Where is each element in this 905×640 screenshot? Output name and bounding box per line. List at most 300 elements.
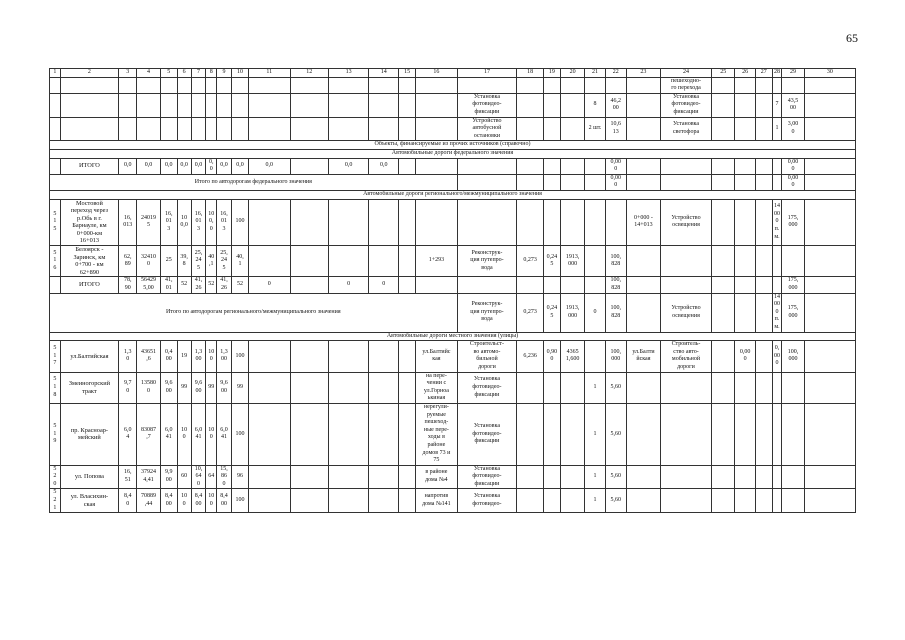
header-cell: 17 (457, 69, 517, 78)
header-cell: 9 (217, 69, 232, 78)
header-cell: 25 (712, 69, 735, 78)
table-cell: 2 шт. (585, 117, 605, 141)
table-cell (517, 489, 544, 513)
table-cell (782, 403, 804, 465)
table-cell (517, 372, 544, 403)
table-cell (626, 489, 660, 513)
table-row (50, 174, 856, 190)
table-cell: 0,90 0 (543, 341, 560, 372)
header-cell: 24 (660, 69, 711, 78)
table-cell (804, 246, 855, 277)
table-cell (735, 372, 755, 403)
table-cell (290, 277, 328, 293)
table-cell: 100, 000 (605, 341, 626, 372)
table-cell (119, 117, 137, 141)
table-cell: 70889 ,44 (137, 489, 160, 513)
header-cell: 6 (177, 69, 191, 78)
table-cell: Установка фотовидео- фиксации (660, 93, 711, 117)
header-row (50, 69, 856, 78)
table-cell: 1913, 000 (560, 293, 584, 332)
table-cell (328, 372, 368, 403)
table-cell (560, 403, 584, 465)
table-cell: 0,24 5 (543, 246, 560, 277)
table-row (50, 77, 856, 93)
table-cell (517, 93, 544, 117)
table-cell: 46,2 00 (605, 93, 626, 117)
table-cell (626, 372, 660, 403)
table-cell: 1 (585, 489, 605, 513)
table-cell: Установка фотовидео- фиксации (457, 403, 517, 465)
table-cell: 6,0 41 (160, 403, 177, 465)
table-cell: 5 1 7 (50, 341, 61, 372)
table-cell (712, 158, 735, 174)
table-cell (231, 77, 248, 93)
table-cell (560, 174, 584, 190)
table-cell (328, 199, 368, 246)
table-cell (249, 489, 291, 513)
table-cell: 40 ,1 (206, 246, 217, 277)
table-cell: Реконструк- ция путепро- вода (457, 246, 517, 277)
table-cell (712, 372, 735, 403)
table-cell (217, 117, 232, 141)
table-cell (804, 277, 855, 293)
header-cell: 1 (50, 69, 61, 78)
table-cell (755, 341, 772, 372)
table-cell: 0,00 0 (605, 174, 626, 190)
table-cell (290, 465, 328, 489)
table-cell: 1,3 00 (191, 341, 206, 372)
table-cell: ул. Власихин- ская (60, 489, 119, 513)
table-cell: 100 (231, 489, 248, 513)
table-cell (328, 403, 368, 465)
table-cell: 13580 0 (137, 372, 160, 403)
table-row (50, 199, 856, 246)
table-cell: 43,5 00 (782, 93, 804, 117)
table-cell: ул. Попова (60, 465, 119, 489)
table-cell (560, 199, 584, 246)
header-cell: 23 (626, 69, 660, 78)
table-cell (290, 341, 328, 372)
table-cell: 0, 00 0 (772, 341, 782, 372)
header-cell: 19 (543, 69, 560, 78)
table-cell (290, 93, 328, 117)
table-cell (543, 403, 560, 465)
table-cell (782, 246, 804, 277)
table-cell (772, 489, 782, 513)
header-cell: 30 (804, 69, 855, 78)
table-cell: 1+293 (416, 246, 458, 277)
table-cell (328, 341, 368, 372)
table-cell: 62, 89 (119, 246, 137, 277)
table-cell (399, 117, 416, 141)
table-cell: 10, 64 0 (191, 465, 206, 489)
table-cell (626, 246, 660, 277)
table-cell: 8 (585, 93, 605, 117)
table-cell (755, 199, 772, 246)
table-cell: 5 2 1 (50, 489, 61, 513)
table-cell (249, 199, 291, 246)
table-cell (585, 246, 605, 277)
table-cell: Змеиногорский тракт (60, 372, 119, 403)
table-cell (369, 246, 399, 277)
table-cell (804, 341, 855, 372)
table-cell: 9,6 00 (191, 372, 206, 403)
table-cell: 41, 01 (160, 277, 177, 293)
table-cell (369, 93, 399, 117)
table-cell: 6,0 41 (191, 403, 206, 465)
table-cell: 10 0 (206, 489, 217, 513)
table-cell (772, 403, 782, 465)
table-cell (712, 199, 735, 246)
header-cell: 15 (399, 69, 416, 78)
table-cell (712, 465, 735, 489)
table-cell (517, 117, 544, 141)
table-cell (660, 489, 711, 513)
table-cell (772, 77, 782, 93)
header-cell: 3 (119, 69, 137, 78)
table-cell (735, 293, 755, 332)
table-cell (369, 77, 399, 93)
table-cell: 96 (231, 465, 248, 489)
table-cell: 0,00 0 (782, 174, 804, 190)
table-cell: 0,0 (217, 158, 232, 174)
table-cell (177, 93, 191, 117)
table-cell (543, 489, 560, 513)
table-cell (119, 77, 137, 93)
table-cell (416, 277, 458, 293)
table-cell: Реконструк- ция путепро- вода (457, 293, 517, 332)
table-cell (626, 174, 660, 190)
table-cell: 8,4 00 (160, 489, 177, 513)
table-cell (755, 403, 772, 465)
table-cell: Белоярск - Заринск, км 0+700 - км 62+890 (60, 246, 119, 277)
table-cell (712, 77, 735, 93)
table-cell (660, 174, 711, 190)
table-cell (712, 293, 735, 332)
table-cell: пешеходно- го перехода (660, 77, 711, 93)
table-cell: 175, 000 (782, 277, 804, 293)
table-cell (177, 77, 191, 93)
table-cell (755, 372, 772, 403)
table-cell (735, 117, 755, 141)
table-cell: 0,24 5 (543, 293, 560, 332)
table-cell: 100, 828 (605, 246, 626, 277)
table-cell (231, 117, 248, 141)
table-cell (160, 77, 177, 93)
table-row (50, 93, 856, 117)
table-cell (399, 93, 416, 117)
table-cell (50, 77, 61, 93)
table-cell (712, 277, 735, 293)
summary-label: Итого по автодорогам федерального значения (50, 174, 458, 190)
header-cell: 12 (290, 69, 328, 78)
table-cell (543, 372, 560, 403)
table-cell (517, 77, 544, 93)
header-cell: 22 (605, 69, 626, 78)
table-cell (626, 403, 660, 465)
table-cell (50, 277, 61, 293)
table-cell (517, 277, 544, 293)
table-cell: 5 1 9 (50, 403, 61, 465)
table-cell (712, 489, 735, 513)
table-cell: 24019 5 (137, 199, 160, 246)
table-row (50, 277, 856, 293)
table-cell (772, 372, 782, 403)
table-cell: 4365 1,600 (560, 341, 584, 372)
header-cell: 2 (60, 69, 119, 78)
table-cell (217, 77, 232, 93)
table-cell (755, 93, 772, 117)
table-row (50, 246, 856, 277)
table-cell: 52 (231, 277, 248, 293)
table-cell: 100, 000 (782, 341, 804, 372)
table-cell (517, 465, 544, 489)
table-cell (416, 199, 458, 246)
table-cell (457, 158, 517, 174)
table-cell: 0,0 (231, 158, 248, 174)
table-row (50, 149, 856, 158)
table-cell: 10 0 (177, 489, 191, 513)
table-cell: 19 (177, 341, 191, 372)
table-row (50, 190, 856, 199)
table-cell (543, 277, 560, 293)
table-cell (585, 341, 605, 372)
table-cell (328, 77, 368, 93)
table-cell: 8,4 00 (191, 489, 206, 513)
table-cell (804, 199, 855, 246)
table-row (50, 332, 856, 341)
table-cell (804, 77, 855, 93)
table-cell (626, 93, 660, 117)
table-cell (206, 117, 217, 141)
table-cell (369, 465, 399, 489)
table-cell: 25, 24 5 (191, 246, 206, 277)
table-cell (399, 277, 416, 293)
table-cell (399, 158, 416, 174)
table-cell: 0,0 (369, 158, 399, 174)
table-cell: 0,00 0 (735, 341, 755, 372)
table-cell: 0,0 (119, 158, 137, 174)
table-cell: 100 (231, 341, 248, 372)
table-cell: ИТОГО (60, 277, 119, 293)
table-cell (290, 158, 328, 174)
table-cell (626, 77, 660, 93)
table-cell (560, 465, 584, 489)
table-cell (755, 465, 772, 489)
table-cell: 14 00 0 п. м. (772, 199, 782, 246)
table-cell (369, 403, 399, 465)
table-cell (560, 372, 584, 403)
table-cell (782, 465, 804, 489)
table-cell: 5 1 8 (50, 372, 61, 403)
table-cell: 9,9 00 (160, 465, 177, 489)
table-cell: Установка фотовидео- фиксации (457, 372, 517, 403)
table-cell: 32410 0 (137, 246, 160, 277)
table-cell (160, 93, 177, 117)
table-cell (328, 117, 368, 141)
table-cell (626, 158, 660, 174)
table-cell: 10 0,0 (177, 199, 191, 246)
table-cell (399, 199, 416, 246)
table-cell (249, 246, 291, 277)
table-cell: ИТОГО (60, 158, 119, 174)
table-cell (560, 277, 584, 293)
table-cell (369, 489, 399, 513)
table-cell: 10 0 (206, 403, 217, 465)
table-cell (804, 489, 855, 513)
table-cell (543, 117, 560, 141)
table-cell (399, 489, 416, 513)
table-cell: 1 (585, 465, 605, 489)
table-cell: Установка светофора (660, 117, 711, 141)
table-cell: 1,3 0 (119, 341, 137, 372)
table-cell (735, 465, 755, 489)
table-cell (782, 77, 804, 93)
table-cell (626, 465, 660, 489)
table-cell (457, 174, 517, 190)
table-cell: 0 (369, 277, 399, 293)
table-cell (290, 372, 328, 403)
table-cell (543, 93, 560, 117)
table-cell (249, 117, 291, 141)
table-cell: 0+000 - 14+013 (626, 199, 660, 246)
table-cell (517, 199, 544, 246)
table-row (50, 403, 856, 465)
table-cell: 8,4 00 (217, 489, 232, 513)
table-cell (712, 246, 735, 277)
table-cell (626, 277, 660, 293)
table-cell (772, 158, 782, 174)
table-cell (735, 174, 755, 190)
table-cell (399, 403, 416, 465)
table-row (50, 372, 856, 403)
table-cell: 99 (231, 372, 248, 403)
table-cell (804, 372, 855, 403)
table-cell (249, 372, 291, 403)
table-cell: 99 (177, 372, 191, 403)
table-cell: 3,00 0 (782, 117, 804, 141)
table-cell (605, 199, 626, 246)
header-cell: 18 (517, 69, 544, 78)
section-title: Объекты, финансируемые из прочих источников (справочно) (50, 141, 856, 150)
table-cell (804, 93, 855, 117)
table-cell (626, 293, 660, 332)
table-cell: 10 0, 0 (206, 199, 217, 246)
table-cell: 0,0 (177, 158, 191, 174)
page-number: 65 (846, 31, 858, 45)
table-cell (191, 93, 206, 117)
table-cell: Устройство автобусной остановки (457, 117, 517, 141)
summary-label: Итого по автодорогам регионального/межмуниципального значения (50, 293, 458, 332)
table-cell: 100, 828 (605, 293, 626, 332)
table-cell (290, 403, 328, 465)
table-cell (735, 77, 755, 93)
table-cell (543, 158, 560, 174)
table-cell (772, 465, 782, 489)
table-row (50, 341, 856, 372)
header-cell: 14 (369, 69, 399, 78)
header-cell: 7 (191, 69, 206, 78)
table-cell: 1 (772, 117, 782, 141)
table-cell (560, 117, 584, 141)
table-cell (517, 174, 544, 190)
table-cell (585, 158, 605, 174)
header-cell: 27 (755, 69, 772, 78)
table-cell (585, 174, 605, 190)
table-cell (543, 199, 560, 246)
table-cell (416, 93, 458, 117)
table-cell: 100 (231, 199, 248, 246)
table-cell: 100, 828 (605, 277, 626, 293)
table-cell: 9,6 00 (217, 372, 232, 403)
table-cell (755, 77, 772, 93)
table-cell: 37924 4,41 (137, 465, 160, 489)
table-cell: 5 1 5 (50, 199, 61, 246)
table-cell: Установка фотовидео- фиксации (457, 465, 517, 489)
table-cell (399, 246, 416, 277)
table-cell (416, 117, 458, 141)
table-cell (399, 341, 416, 372)
table-cell: 16, 01 3 (191, 199, 206, 246)
table-cell: Строитель- ство авто- мобильной дороги (660, 341, 711, 372)
table-cell (755, 277, 772, 293)
table-cell: 9,6 00 (160, 372, 177, 403)
table-cell (60, 117, 119, 141)
table-cell (290, 77, 328, 93)
header-cell: 26 (735, 69, 755, 78)
table-cell (60, 77, 119, 93)
table-cell (560, 158, 584, 174)
table-cell (735, 489, 755, 513)
table-cell (585, 199, 605, 246)
table-cell (60, 93, 119, 117)
table-cell: 25, 24 5 (217, 246, 232, 277)
table-cell (328, 246, 368, 277)
table-cell: 6,0 4 (119, 403, 137, 465)
table-cell (328, 489, 368, 513)
table-cell (191, 77, 206, 93)
table-cell (804, 117, 855, 141)
table-cell (735, 199, 755, 246)
table-cell: на пере- чении с ул.Горноа ькиная (416, 372, 458, 403)
table-cell: 43651 ,6 (137, 341, 160, 372)
table-cell: 0 (585, 293, 605, 332)
table-cell: Установка фотовидео- фиксации (457, 93, 517, 117)
table-cell: 0,273 (517, 293, 544, 332)
table-cell: 25 (160, 246, 177, 277)
table-cell (735, 158, 755, 174)
table-cell: Строительст- во автомо- бильной дороги (457, 341, 517, 372)
table-cell (543, 174, 560, 190)
table-cell: 1 (585, 372, 605, 403)
table-cell (755, 489, 772, 513)
table-cell (660, 465, 711, 489)
header-cell: 21 (585, 69, 605, 78)
table-cell (231, 93, 248, 117)
table-cell (804, 158, 855, 174)
table-cell (369, 117, 399, 141)
table-cell (660, 158, 711, 174)
table-cell: напротив дома №141 (416, 489, 458, 513)
table-cell (457, 277, 517, 293)
table-cell (772, 174, 782, 190)
table-row (50, 489, 856, 513)
table-cell: 0,273 (517, 246, 544, 277)
table-cell (804, 293, 855, 332)
table-cell: 1 (585, 403, 605, 465)
table-cell: 15, 86 0 (217, 465, 232, 489)
table-cell: 0,0 (249, 158, 291, 174)
